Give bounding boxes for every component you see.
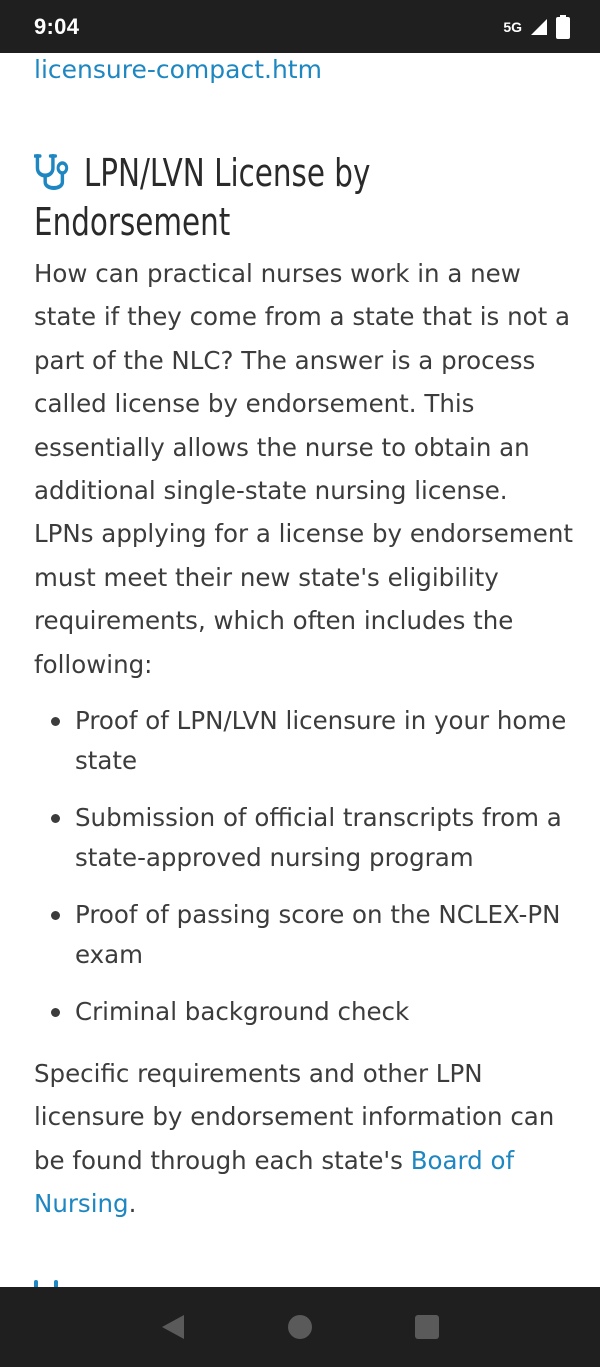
next-section-icon	[34, 1279, 64, 1287]
list-item	[34, 895, 574, 975]
board-of-nursing-link[interactable]: Board of Nursing	[34, 1145, 515, 1219]
status-bar	[0, 0, 600, 53]
list-item-text: Proof of passing score on the NCLEX-PN exam	[75, 900, 561, 969]
list-item-text: Criminal background check	[75, 997, 410, 1026]
requirements-list	[34, 701, 574, 1049]
stethoscope-icon	[34, 152, 72, 192]
back-icon	[160, 1313, 186, 1341]
bullet-icon	[51, 1008, 60, 1017]
recents-icon	[414, 1314, 440, 1340]
list-item-text: Proof of LPN/LVN licensure in your home state	[75, 706, 567, 775]
closing-paragraph	[34, 1052, 574, 1226]
battery-icon	[556, 15, 570, 39]
status-icons	[503, 15, 570, 39]
status-time: 9:04	[34, 13, 80, 39]
bullet-icon	[51, 911, 60, 920]
list-item	[34, 701, 574, 781]
list-item	[34, 992, 574, 1032]
network-type-label: 5G	[503, 18, 522, 35]
list-item	[34, 798, 574, 878]
intro-paragraph: How can practical nurses work in a new state if they come from a state that is not a part of the NLC? The answer is a process called license by endorsement. This essentially allows the nurse to obtain an additional single-state nursing license. LPNs applying for a license by endorsement must meet their new state's eligibility requirements, which often includes the following:	[34, 259, 573, 679]
back-button[interactable]	[148, 1302, 198, 1352]
home-icon	[287, 1314, 313, 1340]
licensure-compact-link[interactable]: licensure-compact.htm	[34, 55, 322, 84]
closing-period: .	[128, 1189, 137, 1219]
list-item-text: Submission of official transcripts from a state-approved nursing program	[75, 803, 562, 872]
section-heading-text: LPN/LVN License by Endorsement	[34, 151, 371, 244]
bullet-icon	[51, 717, 60, 726]
article-content[interactable]	[0, 53, 600, 1287]
recents-button[interactable]	[402, 1302, 452, 1352]
signal-icon	[530, 18, 548, 36]
section-heading	[34, 149, 574, 247]
home-button[interactable]	[275, 1302, 325, 1352]
navigation-bar	[0, 1287, 600, 1367]
bullet-icon	[51, 814, 60, 823]
closing-text: Specific requirements and other LPN licensure by endorsement information can be found through each state's	[34, 1059, 555, 1175]
